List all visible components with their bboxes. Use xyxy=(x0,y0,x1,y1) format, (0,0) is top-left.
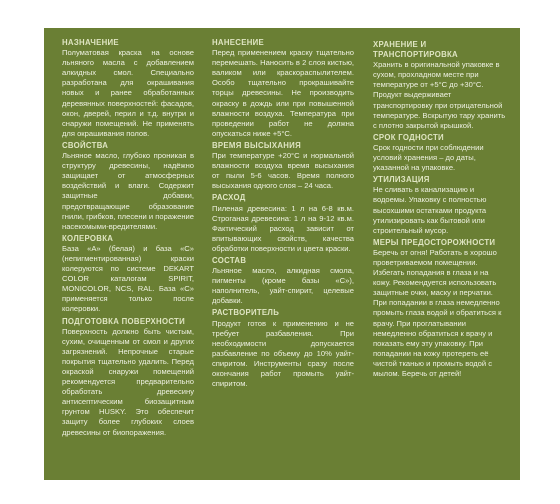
section-disposal xyxy=(373,175,507,236)
section-text: Хранить в оригинальной упаковке в сухом, прохладном месте при температуре от +5°С до +30°С. Продукт выдерживает транспортировку при отрицательной температуре. Вскрытую тару хранить с плотно закрытой крышкой. xyxy=(373,60,506,130)
column-right xyxy=(373,38,507,381)
section-text: При температуре +20°С и нормальной влажности воздуха время высыхания от пыли 5-6 часов. Время полного высыхания одного слоя – 24 часа. xyxy=(212,151,354,191)
section-heading: МЕРЫ ПРЕДОСТОРОЖНОСТИ xyxy=(373,237,496,247)
section-tinting xyxy=(62,234,194,315)
section-heading: КОЛЕРОВКА xyxy=(62,233,114,243)
section-heading: УТИЛИЗАЦИЯ xyxy=(373,175,430,185)
section-solvent xyxy=(212,308,354,389)
section-heading: РАСТВОРИТЕЛЬ xyxy=(212,308,280,318)
section-surface-preparation xyxy=(62,317,194,438)
section-heading: НАЗНАЧЕНИЕ xyxy=(62,38,119,47)
column-left xyxy=(62,38,194,440)
section-text: Продукт готов к применению и не требует разбавления. При необходимости допускается разбавление по объему до 10% уайт-спиритом. Инструменты сразу после окончания работ промыть уайт-спиритом. xyxy=(212,318,354,389)
section-text: Полуматовая краска на основе льняного масла с добавлением алкидных смол. Специально разработана для окрашивания новых и ранее обработанных деревянных поверхностей: фасадов, окон, дверей, перил и т.д. внутри и снаружи помещений. Не применять для окрашивания полов. xyxy=(62,48,194,138)
section-heading: СВОЙСТВА xyxy=(62,140,109,150)
section-heading: ВРЕМЯ ВЫСЫХАНИЯ xyxy=(212,140,301,150)
section-drying-time xyxy=(212,141,354,191)
section-text: База «А» (белая) и база «С» (непигментированная) краски колеруются по системе DEKART COLOR каталогам SPIRIT, MONICOLOR, NCS, RAL. База «С» применяется только после колеровки. xyxy=(62,243,194,314)
section-text: Поверхность должно быть чистым, сухим, очищенным от смол и других загрязнений. Непрочные старые покрытия тщательно удалить. Перед окраской снаружи помещений рекомендуется предварительно обработать древесину антисептическим биозащитным грунтом HUSKY. Это обеспечит защиту более глубоких слоев древесины от биопоражения. xyxy=(62,326,194,437)
section-heading: НАНЕСЕНИЕ xyxy=(212,38,265,47)
section-heading: СРОК ГОДНОСТИ xyxy=(373,132,444,142)
section-composition xyxy=(212,256,354,306)
product-label-panel xyxy=(44,28,520,480)
section-heading: ХРАНЕНИЕ И ТРАНСПОРТИРОВКА xyxy=(373,40,458,60)
section-text: Перед применением краску тщательно перемешать. Наносить в 2 слоя кистью, валиком или краскораспылителем. Особо тщательно прокрашивайте торцы древесины. Не производить окраску в дождь или при повышенной влажности воздуха. Температура при проведении работ не должна опускаться ниже +5°С. xyxy=(212,48,354,138)
section-text: Беречь от огня! Работать в хорошо проветриваемом помещении. Избегать попадания в глаза и на кожу. Рекомендуется использовать защитные очки, маску и перчатки. При попадании в глаза немедленно промыть глаза водой и обратиться к врачу. При проглатывании немедленно обратиться к врачу и показать ему эту упаковку. При попадании на кожу протереть её чистой тканью и промыть водой с мылом. Беречь от детей! xyxy=(373,247,502,378)
section-text: Срок годности при соблюдении условий хранения – до даты, указанной на упаковке. xyxy=(373,142,484,173)
section-precautions xyxy=(373,238,507,379)
section-text: Льняное масло, алкидная смола, пигменты (кроме базы «С»), наполнитель, уайт-спирит, целевые добавки. xyxy=(212,266,354,306)
section-heading: РАСХОД xyxy=(212,193,246,203)
column-middle xyxy=(212,38,354,391)
section-text: Не сливать в канализацию и водоемы. Упаковку с полностью высохшими остатками продукта утилизировать как бытовой или строительный мусор. xyxy=(373,185,487,235)
section-properties xyxy=(62,141,194,232)
section-heading: СОСТАВ xyxy=(212,255,247,265)
section-application xyxy=(212,38,354,139)
section-heading: ПОДГОТОВКА ПОВЕРХНОСТИ xyxy=(62,316,186,326)
section-shelf-life xyxy=(373,133,507,173)
section-text: Пиленая древесина: 1 л на 6-8 кв.м. Строганая древесина: 1 л на 9-12 кв.м. Фактический расход зависит от впитывающих свойств, качества обработки поверхности и цвета краски. xyxy=(212,203,354,253)
section-text: Льняное масло, глубоко проникая в структуру древесины, надёжно защищает от атмосферных воздействий и влаги. Содержит защитные добавки, предотвращающие образование гнили, грибков, плесени и поражение насекомыми-вредителями. xyxy=(62,151,194,231)
section-consumption xyxy=(212,193,354,254)
section-purpose xyxy=(62,38,194,139)
section-storage xyxy=(373,40,507,131)
